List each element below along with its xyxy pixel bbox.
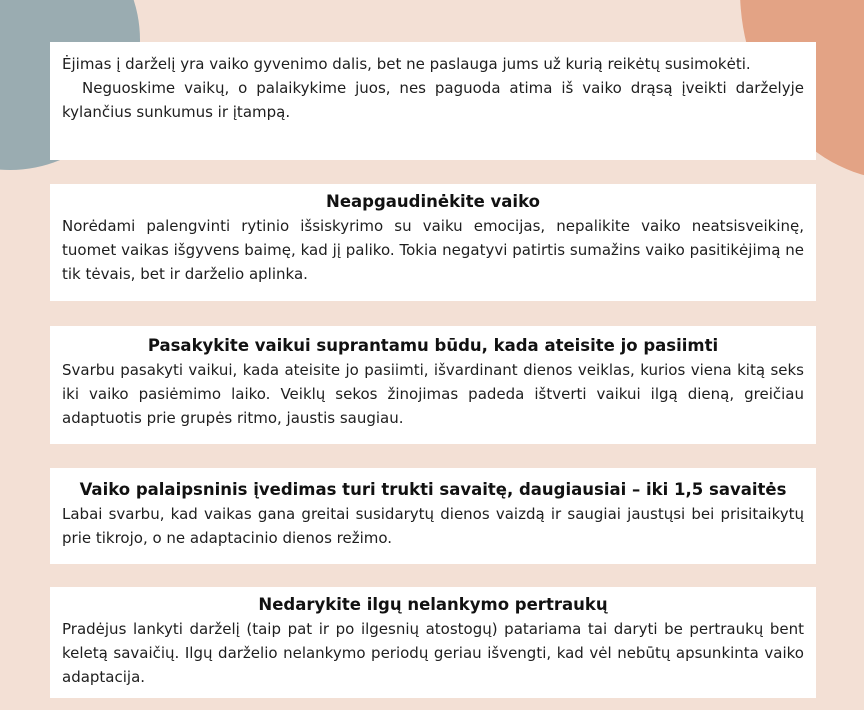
section-title: Vaiko palaipsninis įvedimas turi trukti savaitę, daugiausiai – iki 1,5 savaitės [79,480,787,499]
section-card-4 [50,587,816,698]
section-text: Labai svarbu, kad vaikas gana greitai susidarytų dienos vaizdą ir saugiai jaustųsi bei prisitaikytų prie tikrojo, o ne adaptacinio dienos režimo. [62,505,804,547]
section-title: Pasakykite vaikui suprantamu būdu, kada ateisite jo pasiimti [147,336,719,355]
section-text: Pradėjus lankyti darželį (taip pat ir po ilgesnių atostogų) patariama tai daryti be pertraukų bent keletą savaičių. Ilgų darželio nelankymo periodų geriau išvengti, kad vėl nebūtų apsunkinta vaiko adaptacija. [62,620,804,686]
section-title: Neapgaudinėkite vaiko [326,192,540,211]
section-card-1 [50,184,816,301]
section-text: Norėdami palengvinti rytinio išsiskyrimo su vaiku emocijas, nepalikite vaiko neatsisveikinę, tuomet vaikas išgyvens baimę, kad jį paliko. Tokia negatyvi patirtis sumažins vaiko pasitikėjimą ne tik tėvais, bet ir darželio aplinka. [62,217,804,283]
intro-paragraph-1: Ėjimas į darželį yra vaiko gyvenimo dalis, bet ne paslauga jums už kurią reikėtų susimokėti. [62,55,751,73]
intro-card [50,42,816,160]
section-text: Svarbu pasakyti vaikui, kada ateisite jo pasiimti, išvardinant dienos veiklas, kurios viena kitą seks iki vaiko pasiėmimo laiko. Veiklų sekos žinojimas padeda ištverti vaikui ilgą dieną, greičiau adaptuotis prie grupės ritmo, jaustis saugiau. [62,361,804,427]
section-title: Nedarykite ilgų nelankymo pertraukų [258,595,608,614]
section-card-3 [50,468,816,564]
intro-paragraph-2: Neguoskime vaikų, o palaikykime juos, nes paguoda atima iš vaiko drąsą įveikti darželyje kylančius sunkumus ir įtampą. [62,79,804,121]
section-card-2 [50,326,816,444]
